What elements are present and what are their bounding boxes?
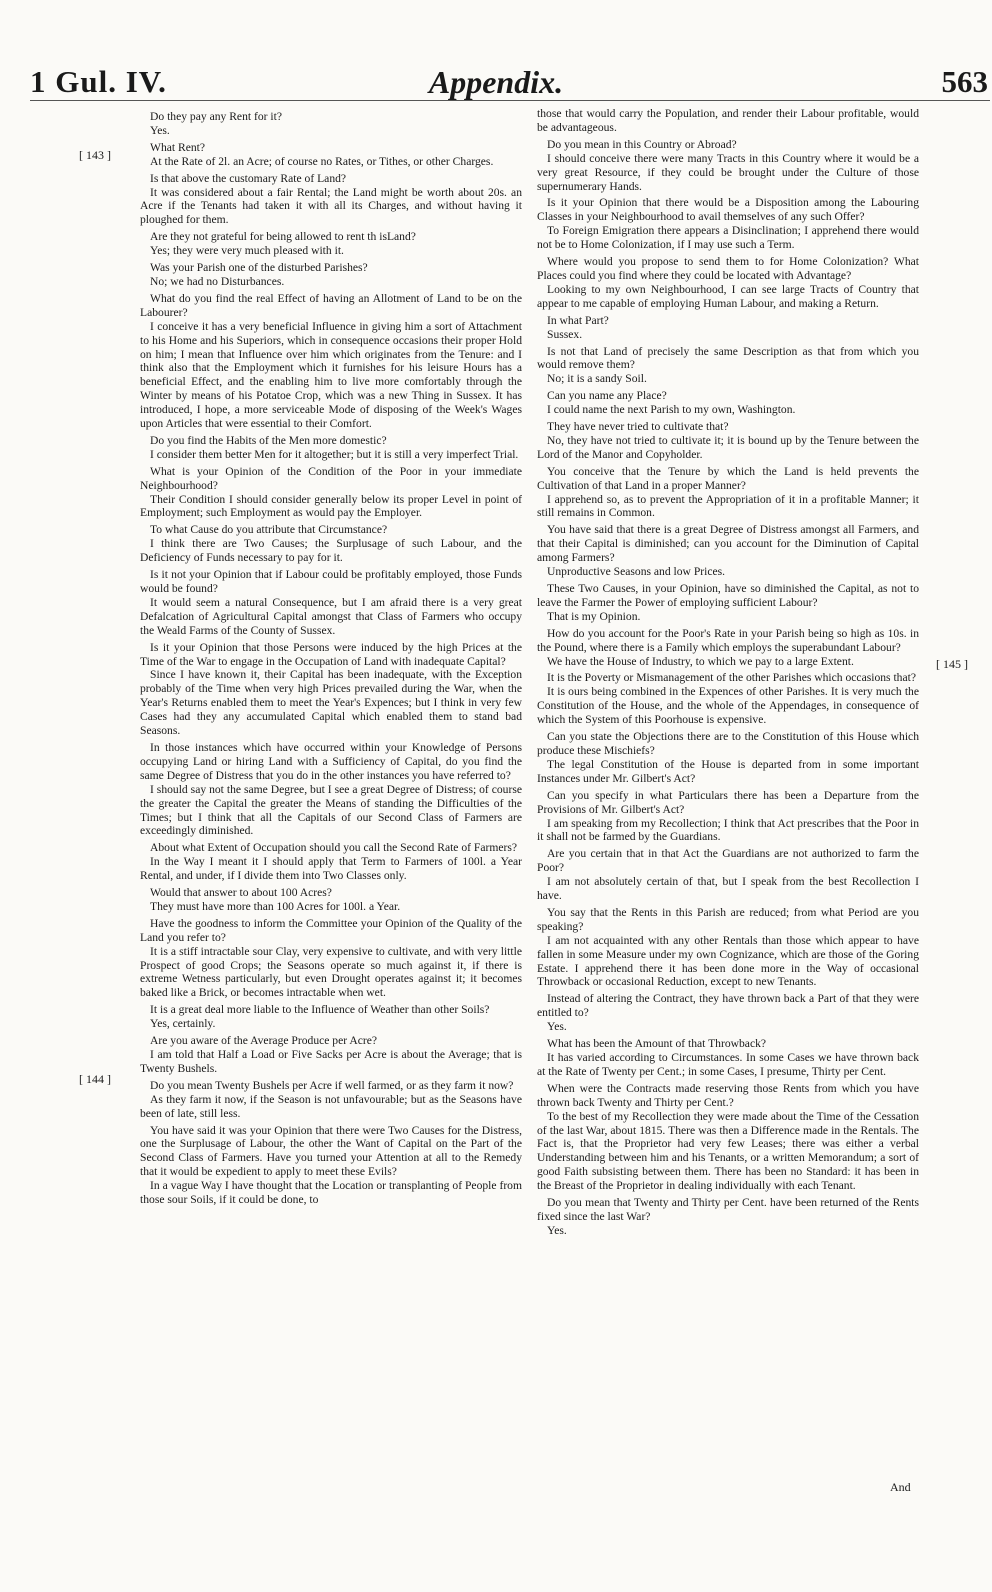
left-column [140,107,522,1207]
question-paragraph: To what Cause do you attribute that Circumstance? [150,523,388,537]
answer-paragraph: It was considered about a fair Rental; the Land might be worth about 20s. an Acre if the Tenants had taken it with all its Charges, and without having it ploughed for them. [140,185,522,227]
answer-paragraph: In the Way I meant it I should apply that Term to Farmers of 100l. a Year Rental, and under, if I divide them into Two Classes only. [140,855,522,883]
answer-paragraph: I am told that Half a Load or Five Sacks per Acre is about the Average; that is Twenty Bushels. [140,1048,522,1075]
question-paragraph: These Two Causes, in your Opinion, have so diminished the Capital, as not to leave the Farmer the Power of employing sufficient Labour? [537,582,919,609]
answer-paragraph: It is a stiff intractable sour Clay, very expensive to cultivate, and with very little Prospect of good Crops; the Seasons operate so much against it, if there is extreme Wetness particularly, but even Drought operates against it; it becomes baked like a Brick, or becomes intractable when wet. [140,944,522,1000]
question-paragraph: They have never tried to cultivate that? [547,420,729,434]
question-paragraph: Would that answer to about 100 Acres? [150,886,332,900]
answer-paragraph: We have the House of Industry, to which we pay to a large Extent. [547,654,854,668]
question-paragraph: Do you mean in this Country or Abroad? [547,137,737,151]
question-paragraph: It is the Poverty or Mismanagement of the other Parishes which occasions that? [547,671,916,685]
answer-paragraph: No; it is a sandy Soil. [547,372,647,386]
answer-paragraph: It would seem a natural Consequence, but I am afraid there is a very great Defalcation of Agricultural Capital amongst that Class of Farmers who occupy the Weald Farms of the County of Sussex. [140,595,522,637]
answer-paragraph: They must have more than 100 Acres for 100l. a Year. [150,899,401,913]
question-paragraph: How do you account for the Poor's Rate in your Parish being so high as 10s. in the Pound, where there is a Family which employs the superabundant Labour? [537,626,919,654]
answer-paragraph: Their Condition I should consider generally below its proper Level in point of Employment; such Employment as would pay the Employer. [140,492,522,520]
answer-paragraph: No; we had no Disturbances. [150,274,285,288]
answer-paragraph: To Foreign Emigration there appears a Disinclination; I apprehend there would not be to Home Colonization, if I may use such a Term. [537,224,919,252]
question-paragraph: In those instances which have occurred within your Knowledge of Persons occupying Land or hiring Land with a Sufficiency of Capital, do you find the same Degree of Distress that you do in the other instances you have referred to? [140,740,522,782]
question-paragraph: Was your Parish one of the disturbed Parishes? [150,261,368,275]
question-paragraph: It is a great deal more liable to the Influence of Weather than other Soils? [150,1003,490,1017]
answer-paragraph: Unproductive Seasons and low Prices. [547,565,726,579]
answer-paragraph: I could name the next Parish to my own, Washington. [547,403,796,417]
answer-paragraph: It has varied according to Circumstances. In some Cases we have thrown back at the Rate of Twenty per Cent.; in some Cases, I presume, Thirty per Cent. [537,1051,919,1078]
question-paragraph: Are you aware of the Average Produce per Acre? [150,1034,378,1048]
question-paragraph: Can you state the Objections there are to the Constitution of this House which produce these Mischiefs? [537,730,919,757]
question-paragraph: Do you find the Habits of the Men more domestic? [150,433,387,447]
answer-paragraph: I apprehend so, as to prevent the Appropriation of it in a profitable Manner; it still remains in Common. [537,492,919,520]
question-paragraph: When were the Contracts made reserving those Rents from which you have thrown back Twenty and Thirty per Cent.? [537,1081,919,1109]
question-paragraph: You conceive that the Tenure by which the Land is held prevents the Cultivation of that Land in a proper Manner? [537,464,919,492]
answer-paragraph: Yes, certainly. [150,1017,216,1031]
answer-paragraph: Yes. [547,1020,567,1034]
answer-paragraph: Since I have known it, their Capital has been inadequate, with the Exception probably of the Time when very high Prices prevailed during the War, when the Year's Returns enabled them to meet the Year's Expences; but I think in very few Cases had they any accumulated Capital which enabled them to stand bad Seasons. [140,668,522,738]
margin-note-145: [ 145 ] [936,657,968,671]
answer-paragraph: In a vague Way I have thought that the Location or transplanting of People from those sour Soils, if it could be done, to [140,1179,522,1207]
question-paragraph: You have said that there is a great Degree of Distress amongst all Farmers, and that their Capital is diminished; can you account for the Diminution of Capital among Farmers? [537,523,919,565]
answer-paragraph: As they farm it now, if the Season is not unfavourable; but as the Seasons have been of late, still less. [140,1092,522,1120]
question-paragraph: Are you certain that in that Act the Guardians are not authorized to farm the Poor? [537,847,919,875]
question-paragraph: Are they not grateful for being allowed to rent th isLand? [150,230,416,244]
running-head-left: 1 Gul. IV. [30,64,167,99]
question-paragraph: Have the goodness to inform the Committee your Opinion of the Quality of the Land you refer to? [140,916,522,944]
answer-paragraph: I am not absolutely certain of that, but I speak from the best Recollection I have. [537,875,919,903]
question-paragraph: Is it your Opinion that those Persons were induced by the high Prices at the Time of the War to engage in the Occupation of Land with inadequate Capital? [140,640,522,668]
question-paragraph: In what Part? [547,313,609,327]
answer-paragraph: I am speaking from my Recollection; I think that Act prescribes that the Poor in it shall not be farmed by the Guardians. [537,816,919,844]
answer-paragraph: Looking to my own Neighbourhood, I can see large Tracts of Country that appear to me capable of employing Human Labour, and making a Return. [537,282,919,310]
answer-paragraph: It is ours being combined in the Expences of other Parishes. It is very much the Constitution of the House, and the whole of the Appendages, in consequence of which the System of this Poorhouse is expensive. [537,685,919,727]
answer-paragraph: I consider them better Men for it altogether; but it is still a very imperfect Trial. [150,447,519,461]
catchword: And [890,1480,911,1494]
question-paragraph: Do you mean that Twenty and Thirty per Cent. have been returned of the Rents fixed since the last War? [537,1196,919,1223]
question-paragraph: What has been the Amount of that Throwback? [547,1037,767,1051]
question-paragraph: About what Extent of Occupation should you call the Second Rate of Farmers? [150,841,518,855]
question-paragraph: Can you specify in what Particulars there has been a Departure from the Provisions of Mr. Gilbert's Act? [537,788,919,816]
answer-paragraph: Yes. [547,1223,567,1237]
header-rule [30,100,990,101]
answer-paragraph: That is my Opinion. [547,609,641,623]
question-paragraph: Is that above the customary Rate of Land? [150,171,347,185]
answer-paragraph: I should say not the same Degree, but I see a great Degree of Distress; of course the greater the Capital the greater the Means of standing the Difficulties of the Times; but I think that all the Capitals of our Second Class of Farmers are exceedingly diminished. [140,782,522,838]
question-paragraph: Is it not your Opinion that if Labour could be profitably employed, those Funds would be found? [140,568,522,595]
answer-paragraph: The legal Constitution of the House is departed from in some important Instances under Mr. Gilbert's Act? [537,757,919,785]
answer-paragraph: Sussex. [547,327,583,341]
question-paragraph: Is not that Land of precisely the same Description as that from which you would remove them? [537,344,919,372]
question-paragraph: You say that the Rents in this Parish are reduced; from what Period are you speaking? [537,905,919,933]
question-paragraph: What do you find the real Effect of having an Allotment of Land to be on the Labourer? [140,291,522,319]
answer-paragraph: I am not acquainted with any other Rentals than those which appear to have fallen in some Measure under my own Cognizance, which are those of the Goring Estate. I apprehend there it has been done more in the Way of occasional Throwback or occasional Reduction, except to new Tenants. [537,933,919,989]
question-paragraph: What Rent? [150,140,206,154]
question-paragraph: Is it your Opinion that there would be a Disposition among the Labouring Classes in your Neighbourhood to avail themselves of any such Offer? [537,196,919,224]
answer-paragraph: I conceive it has a very beneficial Influence in giving him a sort of Attachment to his Home and his Superiors, which in consequence occasions their proper Hold on him; I mean that Influence over him which originates from the Tenure: and I think also that the Employment which it furnishes for his leisure Hours has a beneficial Effect, and the enabling him to live more comfortably through the Winter by means of his Potatoe Crop, which was a new Thing in Sussex. It has introduced, I hope, a more serviceable Mode of disposing of the Week's Wages upon Articles that were essential to their Comfort. [140,319,522,431]
margin-note-143: [ 143 ] [79,148,111,162]
answer-paragraph: At the Rate of 2l. an Acre; of course no Rates, or Tithes, or other Charges. [150,154,494,168]
right-column [537,107,919,1238]
question-paragraph: Can you name any Place? [547,389,667,403]
question-paragraph: What is your Opinion of the Condition of the Poor in your immediate Neighbourhood? [140,464,522,492]
margin-note-144: [ 144 ] [79,1072,111,1086]
question-paragraph: Do you mean Twenty Bushels per Acre if well farmed, or as they farm it now? [150,1078,514,1092]
running-head-title: Appendix. [428,64,564,100]
answer-paragraph: Yes; they were very much pleased with it. [150,244,344,258]
question-paragraph: Do they pay any Rent for it? [150,110,283,123]
question-paragraph: You have said it was your Opinion that there were Two Causes for the Distress, one the Surplusage of Labour, the other the Want of Capital on the Part of the Second Class of Farmers. Have you turned your Attention at all to the Remedy that it would be expedient to apply to meet these Evils? [140,1123,522,1179]
answer-paragraph: No, they have not tried to cultivate it; it is bound up by the Tenure between the Lord of the Manor and Copyholder. [537,433,919,461]
answer-paragraph: Yes. [150,123,170,137]
page-number: 563 [941,64,988,99]
answer-paragraph: those that would carry the Population, and render their Labour profitable, would be advantageous. [537,107,919,134]
question-paragraph: Instead of altering the Contract, they have thrown back a Part of that they were entitled to? [537,992,919,1020]
answer-paragraph: I should conceive there were many Tracts in this Country where it would be a very great Resource, if they could be brought under the Culture of those supernumerary Hands. [537,151,919,193]
question-paragraph: Where would you propose to send them to for Home Colonization? What Places could you find where they could be located with Advantage? [537,255,919,282]
answer-paragraph: I think there are Two Causes; the Surplusage of such Labour, and the Deficiency of Funds necessary to pay for it. [140,537,522,565]
answer-paragraph: To the best of my Recollection they were made about the Time of the Cessation of the last War, about 1815. There was then a Difference made in the Rentals. The Fact is, that the Proprietor had very few Leases; there was either a verbal Understanding between him and his Tenants, or a written Memorandum; a sort of good Faith subsisting between them. There has been no Standard: it has been in the Breast of the Proprietor in dealing individually with each Tenant. [537,1109,919,1193]
